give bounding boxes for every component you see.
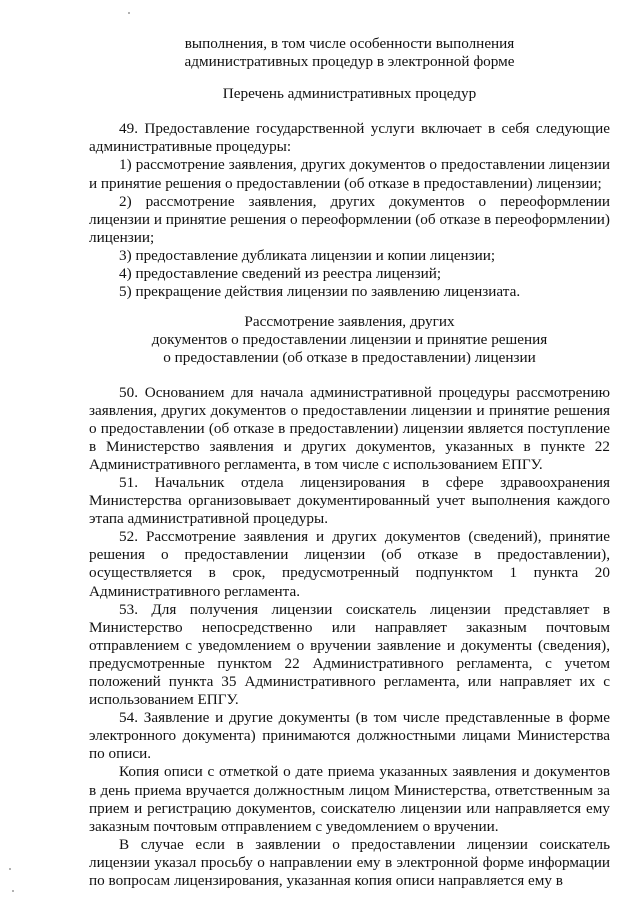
paragraph-50: 50. Основанием для начала административной процедуры рассмотрению заявления, других документов о предоставлении лицензии и принятие решения о предоставлении (об отказе в предоставлении) лицензии является поступление в Министерство заявления и других документов, указанных в пункте 22 Административного регламента, в том числе с использованием ЕПГУ. [89, 383, 610, 473]
section-title-line3: о предоставлении (об отказе в предоставлении) лицензии [163, 349, 536, 367]
section-title-line2: документов о предоставлении лицензии и принятие решения [151, 331, 548, 349]
paragraph-49-intro: 49. Предоставление государственной услуги включает в себя следующие административные процедуры: [89, 120, 610, 156]
paragraph-54-electronic-form: В случае если в заявлении о предоставлении лицензии соискатель лицензии указал просьбу о направлении ему в электронной форме информации по вопросам лицензирования, указанная копия описи направляется ему в [89, 835, 610, 890]
paragraph-53: 53. Для получения лицензии соискатель лицензии представляет в Министерство непосредственно или направляет заказным почтовым отправлением с уведомлением о вручении заявление и документы (сведения), предусмотренные пунктом 22 Административного регламента, с учетом положений пункта 35 Административного регламента, или направляет их с использованием ЕПГУ. [89, 600, 610, 709]
section-title-line1: Рассмотрение заявления, других [244, 313, 455, 331]
paragraph-51: 51. Начальник отдела лицензирования в сфере здравоохранения Министерства организовывает документированный учет выполнения каждого этапа административной процедуры. [89, 473, 610, 528]
paragraph-52: 52. Рассмотрение заявления и других документов (сведений), принятие решения о предоставлении лицензии (об отказе в предоставлении), осуществляется в срок, предусмотренный подпунктом 1 пункта 20 Административного регламента. [89, 528, 610, 600]
paragraph-54: 54. Заявление и другие документы (в том числе представленные в форме электронного документа) принимаются должностными лицами Министерства по описи. [89, 709, 610, 763]
procedure-item-1: 1) рассмотрение заявления, других документов о предоставлении лицензии и принятие решения о предоставлении (об отказе в предоставлении) лицензии; [89, 156, 610, 192]
procedure-item-5: 5) прекращение действия лицензии по заявлению лицензиата. [119, 283, 521, 301]
list-title: Перечень административных процедур [222, 85, 477, 103]
heading-top-line1: выполнения, в том числе особенности выполнения [184, 35, 515, 52]
heading-top-line2: административных процедур в электронной форме [184, 53, 515, 71]
procedure-item-2: 2) рассмотрение заявления, других документов о переоформлении лицензии и принятие решения о переоформлении (об отказе в переоформлении) лицензии; [89, 192, 610, 246]
procedure-item-3: 3) предоставление дубликата лицензии и копии лицензии; [119, 246, 496, 264]
scan-speck [9, 868, 11, 870]
scan-speck [12, 890, 14, 892]
document-page [89, 35, 610, 890]
paragraph-54-copy-of-inventory: Копия описи с отметкой о дате приема указанных заявления и документов в день приема вручается должностным лицом Министерства, ответственным за прием и регистрацию документов, соискателю лицензии или направляется ему заказным почтовым отправлением с уведомлением о вручении. [89, 763, 610, 835]
scan-speck [128, 12, 130, 14]
procedure-item-4: 4) предоставление сведений из реестра лицензий; [119, 265, 442, 283]
